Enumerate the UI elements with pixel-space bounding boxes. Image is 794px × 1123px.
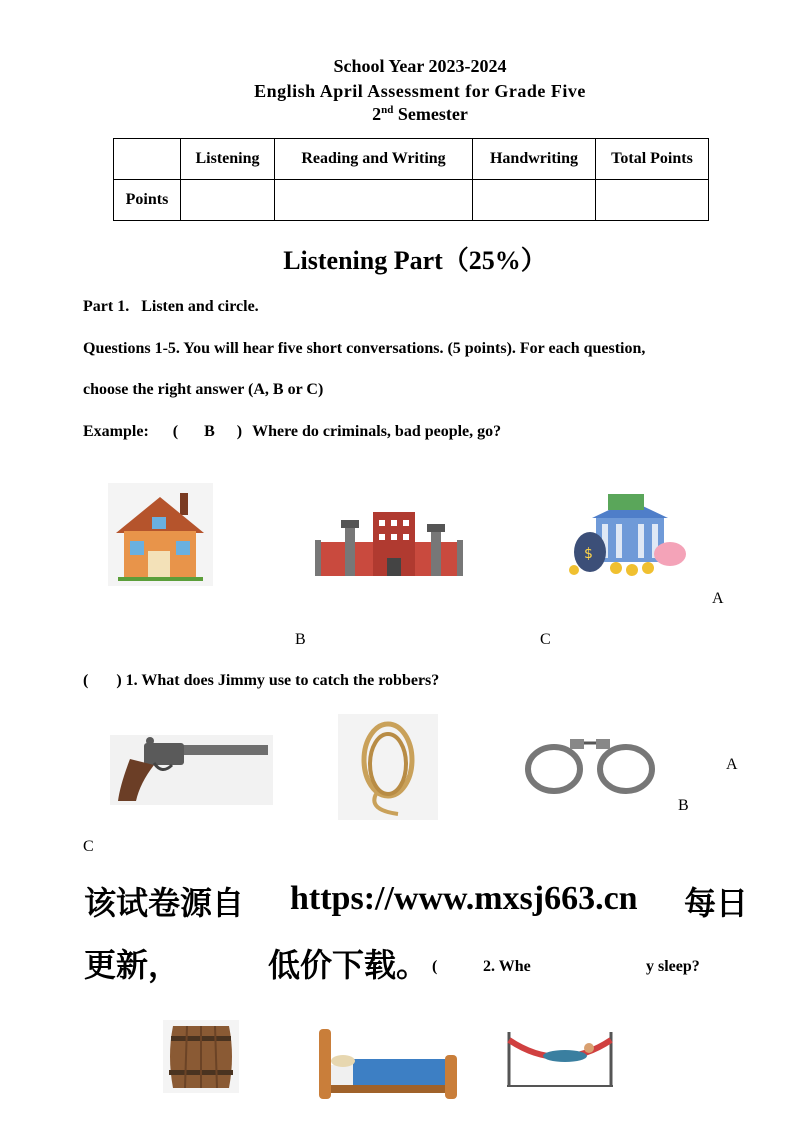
watermark-url: https://www.mxsj663.cn xyxy=(290,880,638,917)
score-table-corner xyxy=(114,139,181,180)
example-option-c: C xyxy=(540,631,551,648)
barrel-picture xyxy=(163,1020,239,1093)
q1-option-a: A xyxy=(726,756,738,773)
total-score-cell[interactable] xyxy=(596,180,709,221)
example-paren-close: ) xyxy=(236,423,243,440)
watermark-text-3: 更新， xyxy=(84,946,181,984)
watermark-text-2: 每日 xyxy=(684,884,749,922)
handwriting-score-cell[interactable] xyxy=(473,180,596,221)
svg-text:$: $ xyxy=(584,546,593,562)
bed-picture xyxy=(313,1025,463,1105)
q1-line xyxy=(83,672,439,690)
revolver-picture xyxy=(110,735,273,805)
semester-suffix: nd xyxy=(381,104,394,116)
part1-heading: Part 1. Listen and circle. xyxy=(83,298,259,315)
semester xyxy=(0,104,794,125)
bank-picture xyxy=(552,488,700,583)
example-option-a: A xyxy=(712,590,724,607)
listening-score-cell[interactable] xyxy=(181,180,275,221)
part1-instructions-2: choose the right answer (A, B or C) xyxy=(83,381,324,398)
semester-number: 2 xyxy=(372,104,382,124)
part1-instructions-1: Questions 1-5. You will hear five short conversations. (5 points). For each question, xyxy=(83,340,646,357)
rope-picture xyxy=(338,714,438,820)
hammock-picture xyxy=(505,1030,615,1088)
q2-end: y sleep? xyxy=(646,958,700,975)
example-line xyxy=(83,423,501,441)
col-listening: Listening xyxy=(181,139,275,180)
prison-picture xyxy=(313,500,465,578)
score-table xyxy=(113,138,709,221)
q1-option-b: B xyxy=(678,797,689,814)
house-picture xyxy=(108,483,213,586)
school-year: School Year 2023-2024 xyxy=(333,56,507,76)
example-option-b: B xyxy=(295,631,306,648)
q2-paren: ( xyxy=(432,958,438,975)
example-label: Example: xyxy=(83,423,149,440)
reading-writing-score-cell[interactable] xyxy=(275,180,473,221)
example-paren-open: ( xyxy=(172,423,179,440)
watermark-text-1: 该试卷源自 xyxy=(84,884,245,922)
example-answer: B xyxy=(204,423,215,440)
watermark-text-4: 低价下载。 xyxy=(268,946,429,984)
assessment-title: English April Assessment for Grade Five xyxy=(254,81,586,101)
col-handwriting: Handwriting xyxy=(473,139,596,180)
q1-prefix: ( ) 1. xyxy=(83,672,138,689)
q1-question: What does Jimmy use to catch the robbers? xyxy=(141,672,440,689)
q1-option-c: C xyxy=(83,838,94,855)
handcuffs-picture xyxy=(520,725,660,815)
semester-word: Semester xyxy=(393,104,468,124)
example-question: Where do criminals, bad people, go? xyxy=(252,423,502,440)
col-total-points: Total Points xyxy=(596,139,709,180)
section-title: Listening Part（25%） xyxy=(283,246,547,275)
col-reading-writing: Reading and Writing xyxy=(275,139,473,180)
q2-start: 2. Whe xyxy=(483,958,531,975)
row-points-label: Points xyxy=(114,180,181,221)
